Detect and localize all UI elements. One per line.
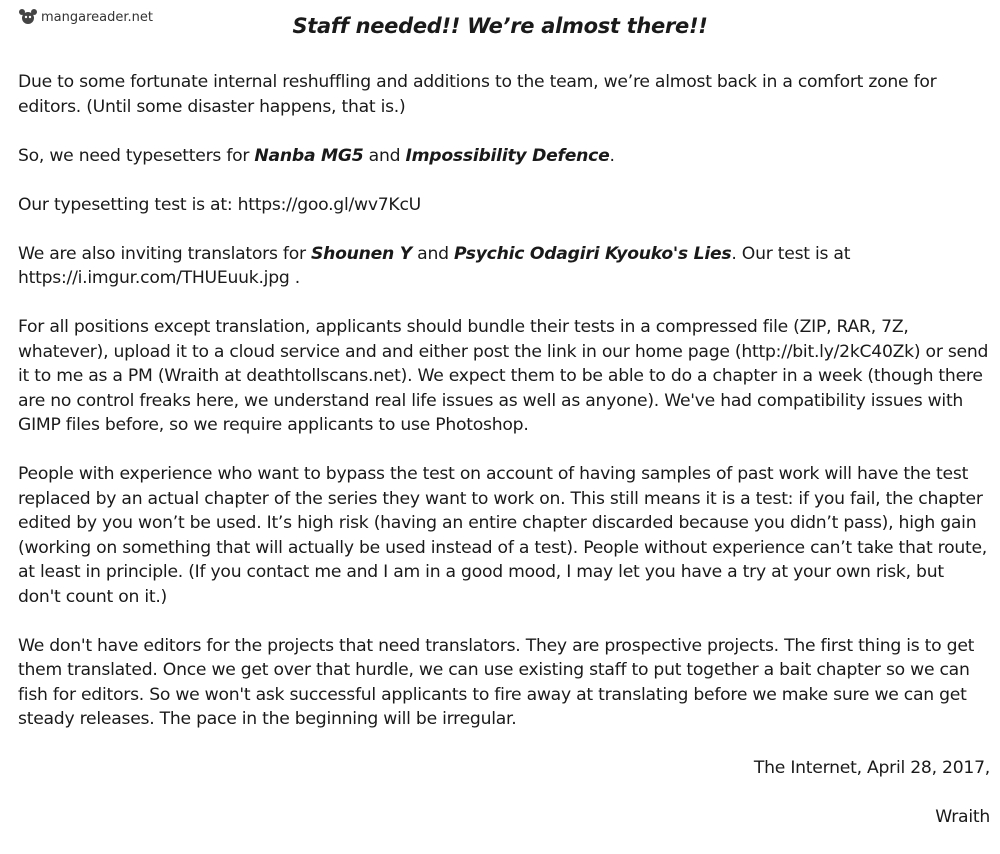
paragraph-typesetting-test: Our typesetting test is at: https://goo.gl/wv7KcU: [18, 194, 421, 215]
paragraph-intro: Due to some fortunate internal reshuffling and additions to the team, we’re almost back in a comfort zone for editors. (Until some disaster happens, that is.): [18, 72, 937, 117]
signature-date: The Internet, April 28, 2017,: [753, 758, 990, 778]
signature-name: Wraith: [935, 807, 990, 827]
paragraph-typesetters: [18, 144, 990, 169]
series-title-odagiri: Psychic Odagiri Kyouko's Lies: [453, 243, 732, 264]
page-title: Staff needed!! We’re almost there!!: [292, 14, 708, 38]
series-title-shounen-y: Shounen Y: [311, 243, 412, 264]
watermark-text: mangareader.net: [41, 9, 153, 25]
paragraph-translators-before: We are also inviting translators for: [18, 243, 311, 264]
paragraph-translators: [18, 242, 990, 291]
paragraph-typesetters-middle: and: [363, 145, 406, 166]
paragraph-submission: For all positions except translation, applicants should bundle their tests in a compressed file (ZIP, RAR, 7Z, whatever), upload it to a cloud service and and either post the link in our home page (http://bit.ly/2kC40Zk) or send it to me as a PM (Wraith at deathtollscans.net). We expect them to be able to do a chapter in a week (though there are no control freaks here, we understand real life issues as well as anyone). We've had compatibility issues with GIMP files before, so we require applicants to use Photoshop.: [18, 317, 989, 435]
paragraph-editors: We don't have editors for the projects that need translators. They are prospective projects. The first thing is to get them translated. Once we get over that hurdle, we can use existing staff to put together a bait chapter so we can fish for editors. So we won't ask successful applicants to fire away at translating before we make sure we can get steady releases. The pace in the beginning will be irregular.: [18, 635, 975, 729]
letter-body: [18, 70, 990, 854]
paragraph-translators-after: . Our test is at https://i.imgur.com/THUEuuk.jpg .: [18, 243, 851, 288]
paragraph-typesetters-before: So, we need typesetters for: [18, 145, 255, 166]
series-title-nanba: Nanba MG5: [254, 145, 364, 166]
paragraph-translators-middle: and: [411, 243, 454, 264]
paragraph-typesetters-after: .: [609, 145, 615, 166]
series-title-impossibility: Impossibility Defence: [405, 145, 610, 166]
paragraph-experience: People with experience who want to bypass the test on account of having samples of past work will have the test replaced by an actual chapter of the series they want to work on. This still means it is a test: if you fail, the chapter edited by you won’t be used. It’s high risk (having an entire chapter discarded because you didn’t pass), high gain (working on something that will actually be used instead of a test). People without experience can’t take that route, at least in principle. (If you contact me and I am in a good mood, I may let you have a try at your own risk, but don't count on it.): [18, 464, 988, 607]
